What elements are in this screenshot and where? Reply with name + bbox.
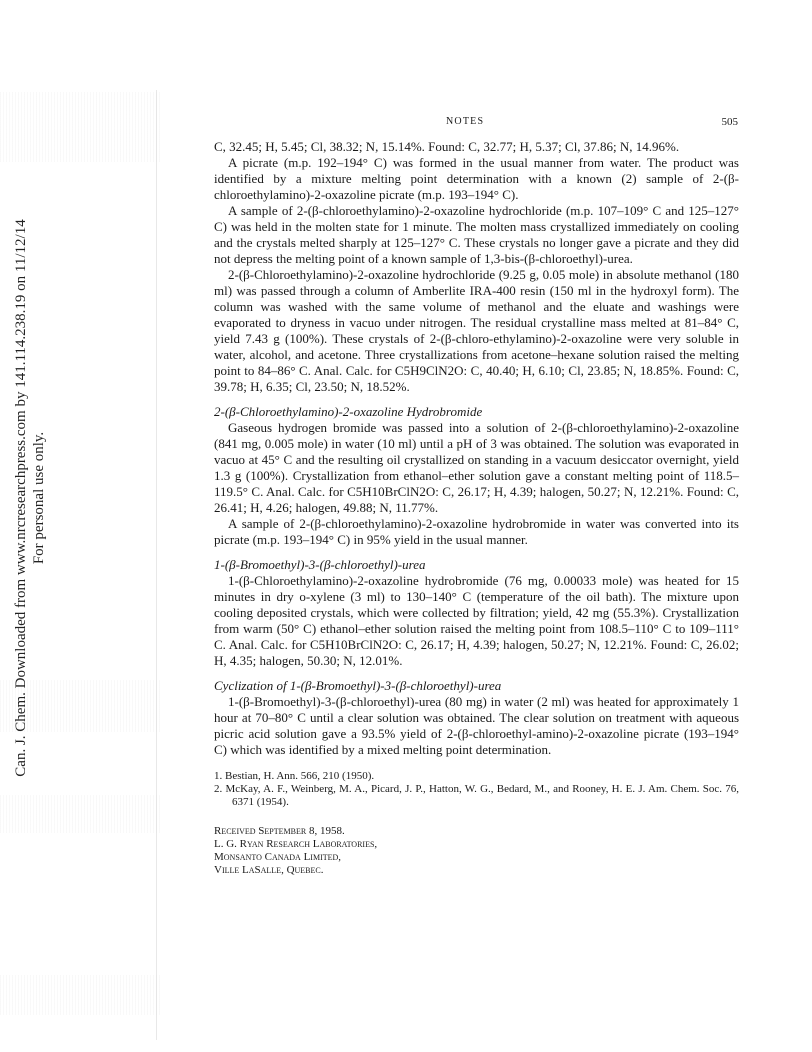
paragraph-bromoethyl-urea: 1-(β-Chloroethylamino)-2-oxazoline hydrobromide (76 mg, 0.00033 mole) was heated for 15 minutes in dry o-xylene (3 ml) to 130–140° C (temperature of the oil bath). The mixture upon cooling deposited crystals, which were collected by filtration; yield, 42 mg (55.3%). Crystallization from warm (50° C) ethanol–ether solution raised the melting point from 108.5–110° C to 109–111° C. Anal. Calc. for C5H10BrClN2O: C, 26.17; H, 4.39; halogen, 50.27; N, 12.21%. Found: C, 26.02; H, 4.35; halogen, 50.30; N, 12.01%. — [214, 573, 739, 668]
download-watermark — [12, 218, 48, 778]
references-list — [214, 770, 739, 809]
section-heading-cyclization: Cyclization of 1-(β-Bromoethyl)-3-(β-chloroethyl)-urea — [214, 678, 502, 693]
paragraph-cyclization: 1-(β-Bromoethyl)-3-(β-chloroethyl)-urea (80 mg) in water (2 ml) was heated for approximately 1 hour at 70–80° C until a clear solution was obtained. The clear solution on treatment with aqueous picric acid solution gave a 93.5% yield of 2-(β-chloroethyl-amino)-2-oxazoline picrate (193–194° C) which was identified by a mixed melting point determination. — [214, 694, 739, 757]
paragraph-amberlite: 2-(β-Chloroethylamino)-2-oxazoline hydrochloride (9.25 g, 0.05 mole) in absolute methanol (180 ml) was passed through a column of Amberlite IRA-400 resin (150 ml in the hydroxyl form). The column was washed with the same volume of methanol and the eluate and washings were evaporated to dryness in vacuo under nitrogen. The residual crystalline mass melted at 81–84° C, yield 7.43 g (100%). These crystals of 2-(β-chloro-ethylamino)-2-oxazoline were very soluble in water, alcohol, and acetone. Three crystallizations from acetone–hexane solution raised the melting point to 84–86° C. Anal. Calc. for C5H9ClN2O: C, 40.40; H, 6.10; Cl, 23.85; N, 18.85%. Found: C, 39.78; H, 6.35; Cl, 23.50; N, 18.52%. — [214, 267, 739, 394]
paragraph-molten-sample: A sample of 2-(β-chloroethylamino)-2-oxazoline hydrochloride (m.p. 107–109° C and 125–127° C) was held in the molten state for 1 minute. The molten mass crystallized immediately on cooling and the crystals melted sharply at 125–127° C. These crystals no longer gave a picrate and they did not depress the melting point of a known sample of 1,3-bis-(β-chloroethyl)-urea. — [214, 203, 739, 266]
received-date: Received September 8, 1958. — [214, 825, 345, 837]
paragraph-hydrobromide-picrate: A sample of 2-(β-chloroethylamino)-2-oxazoline hydrobromide in water was converted into its picrate (m.p. 193–194° C) in 95% yield in the usual manner. — [214, 516, 739, 547]
paragraph-analysis-continuation: C, 32.45; H, 5.45; Cl, 38.32; N, 15.14%. Found: C, 32.77; H, 5.37; Cl, 37.86; N, 14.96%. — [214, 139, 680, 154]
watermark-line-1: Can. J. Chem. Downloaded from www.nrcresearchpress.com by 141.114.238.19 on 11/12/14 — [13, 219, 29, 777]
page-number: 505 — [721, 116, 738, 128]
scan-artifact-lower — [0, 795, 160, 833]
reference-item: 1. Bestian, H. Ann. 566, 210 (1950). — [214, 770, 375, 782]
running-title: NOTES — [446, 116, 485, 127]
paragraph-picrate: A picrate (m.p. 192–194° C) was formed in the usual manner from water. The product was identified by a mixture melting point determination with a known (2) sample of 2-(β-chloroethylamino)-2-oxazoline picrate (m.p. 193–194° C). — [214, 155, 739, 202]
watermark-line-2: For personal use only. — [31, 431, 47, 565]
reference-item: 2. McKay, A. F., Weinberg, M. A., Picard, J. P., Hatton, W. G., Bedard, M., and Rooney, H. E. J. Am. Chem. Soc. 76, 6371 (1954). — [214, 783, 739, 808]
scan-artifact-top — [0, 92, 160, 162]
scan-artifact-bottom — [0, 975, 160, 1015]
section-heading-hydrobromide: 2-(β-Chloroethylamino)-2-oxazoline Hydrobromide — [214, 404, 483, 419]
article-body — [214, 139, 739, 877]
paragraph-hydrogen-bromide: Gaseous hydrogen bromide was passed into a solution of 2-(β-chloroethylamino)-2-oxazoline (841 mg, 0.005 mole) in water (10 ml) until a pH of 3 was obtained. The solution was evaporated in vacuo at 45° C and the resulting oil crystallized on standing in a vacuum desiccator overnight, yield 1.3 g (100%). Crystallization from ethanol–ether solution gave a constant melting point of 118.5–119.5° C. Anal. Calc. for C5H10BrClN2O: C, 26.17; H, 4.39; halogen, 50.27; N, 12.21%. Found: C, 26.41; H, 4.26; halogen, 49.88; N, 11.77%. — [214, 420, 739, 515]
section-heading-bromoethyl-urea: 1-(β-Bromoethyl)-3-(β-chloroethyl)-urea — [214, 557, 426, 572]
affiliation-line: L. G. Ryan Research Laboratories, — [214, 838, 378, 850]
affiliation-line: Monsanto Canada Limited, — [214, 851, 342, 863]
page-gutter-line — [156, 90, 157, 1040]
affiliation-line: Ville LaSalle, Quebec. — [214, 864, 324, 876]
received-block — [214, 825, 739, 877]
